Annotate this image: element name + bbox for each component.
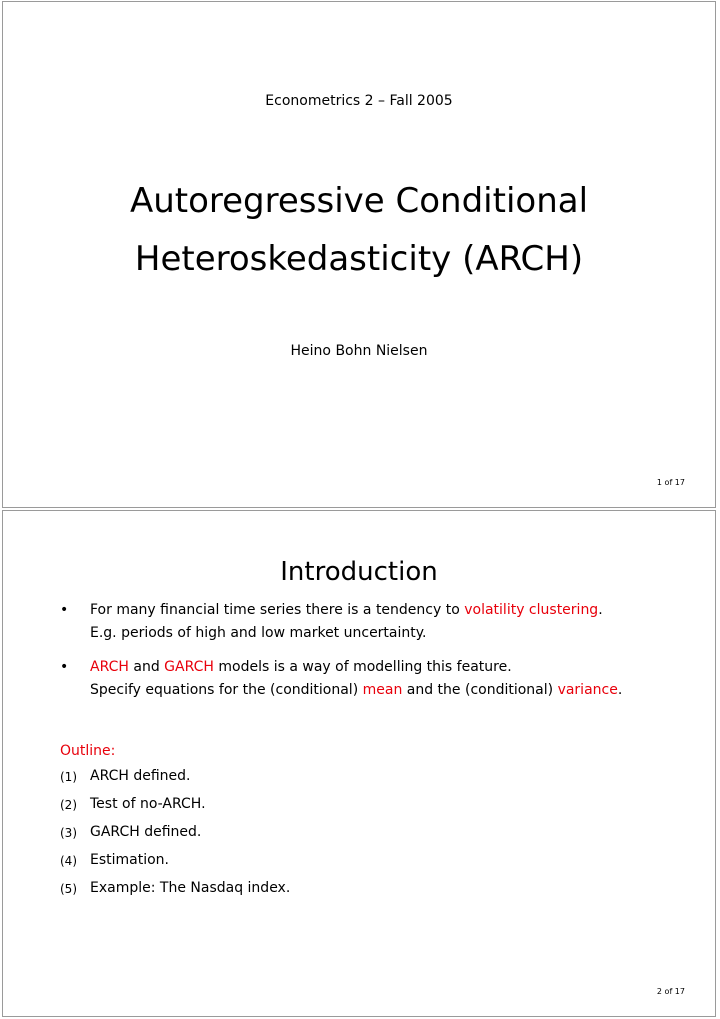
highlight-mean: mean (362, 682, 403, 698)
title-slide (2, 1, 716, 508)
highlight-volatility-clustering: volatility clustering (464, 602, 599, 618)
bullet-2-line-1: ARCH and GARCH models is a way of modelling this feature. (90, 659, 512, 675)
author-name: Heino Bohn Nielsen (290, 343, 428, 359)
outline-item: (2) Test of no-ARCH. (60, 796, 206, 812)
bullet-2-line-2: Specify equations for the (conditional) mean and the (conditional) variance. (90, 682, 623, 698)
page-number: 2 of 17 (656, 987, 685, 996)
slide-heading: Introduction (280, 557, 438, 587)
introduction-slide (2, 510, 716, 1017)
bullet-list (60, 599, 700, 713)
course-name: Econometrics 2 – Fall 2005 (265, 93, 453, 109)
page-number: 1 of 17 (656, 478, 685, 487)
slide-title (3, 172, 715, 288)
title-line-2: Heteroskedasticity (ARCH) (134, 239, 584, 279)
bullet-1-line-1: For many financial time series there is a tendency to volatility clustering. (90, 602, 603, 618)
outline-label: Outline: (60, 743, 116, 759)
bullet-item-2 (60, 656, 700, 702)
highlight-garch: GARCH (164, 659, 214, 675)
bullet-icon: • (60, 602, 69, 618)
outline-item: (4) Estimation. (60, 852, 170, 868)
bullet-1-line-2: E.g. periods of high and low market uncertainty. (90, 625, 427, 641)
outline-list (60, 762, 290, 902)
highlight-variance: variance (557, 682, 618, 698)
outline-item: (1) ARCH defined. (60, 768, 191, 784)
bullet-item-1 (60, 599, 700, 645)
outline-item: (5) Example: The Nasdaq index. (60, 880, 291, 896)
outline-item: (3) GARCH defined. (60, 824, 202, 840)
title-line-1: Autoregressive Conditional (129, 181, 589, 221)
bullet-icon: • (60, 659, 69, 675)
outline-section (60, 740, 290, 902)
highlight-arch: ARCH (90, 659, 129, 675)
